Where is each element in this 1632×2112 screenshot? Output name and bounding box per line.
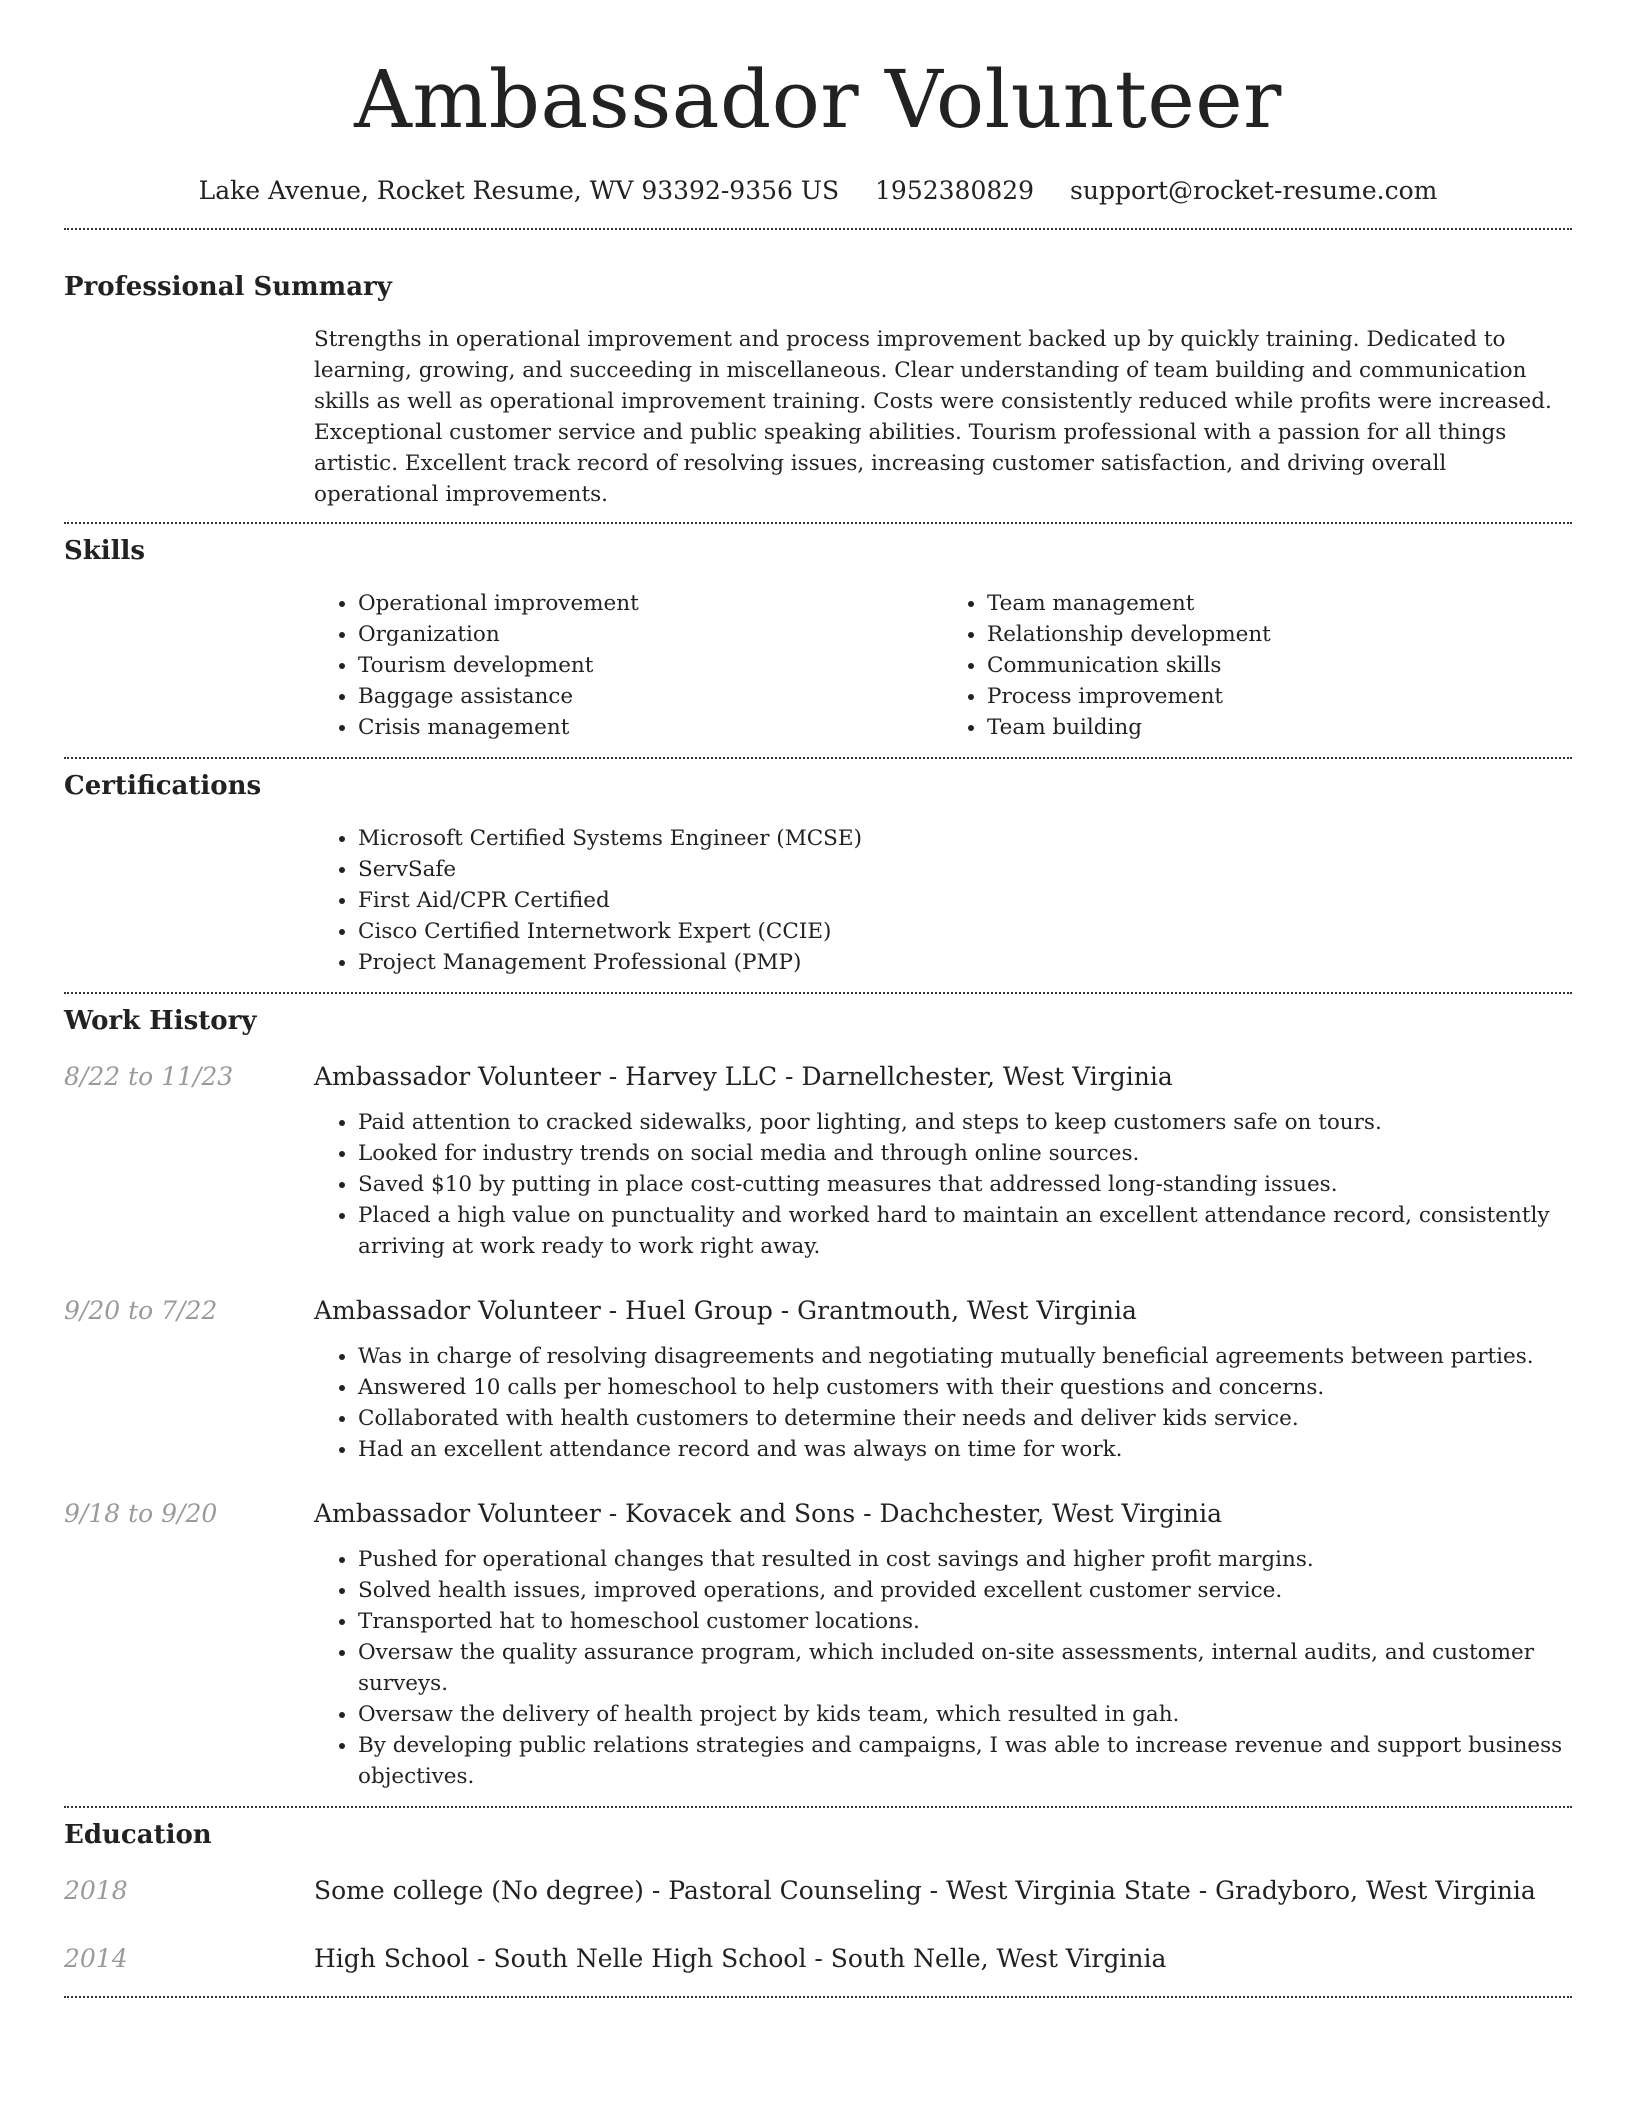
skill-item: • Team building xyxy=(987,712,1572,743)
job-dates: 8/22 to 11/23 xyxy=(64,1062,234,1091)
job-header xyxy=(64,1294,1572,1328)
certification-item: • ServSafe xyxy=(358,854,1572,885)
certification-item: • Microsoft Certified Systems Engineer (MCSE) xyxy=(358,823,1572,854)
job-heading: Ambassador Volunteer - Harvey LLC - Darnellchester, West Virginia xyxy=(314,1062,1173,1091)
skill-item: • Tourism development xyxy=(358,650,943,681)
education-details: Some college (No degree) - Pastoral Counseling - West Virginia State - Gradyboro, West Virginia xyxy=(314,1876,1536,1905)
job-header xyxy=(64,1060,1572,1094)
contact-line xyxy=(64,174,1572,208)
job-dates: 9/18 to 9/20 xyxy=(64,1499,218,1528)
job-bullets xyxy=(314,1544,1572,1792)
job-bullet: • Was in charge of resolving disagreements and negotiating mutually beneficial agreements between parties. xyxy=(358,1341,1572,1372)
education-entry xyxy=(64,1874,1572,1908)
candidate-name: Ambassador Volunteer xyxy=(354,53,1282,146)
summary-section xyxy=(64,230,1572,510)
contact-address: Lake Avenue, Rocket Resume, WV 93392-9356 US xyxy=(198,176,840,205)
summary-title: Professional Summary xyxy=(64,272,392,302)
job-heading: Ambassador Volunteer - Kovacek and Sons - Dachchester, West Virginia xyxy=(314,1499,1223,1528)
job-bullet: • Looked for industry trends on social media and through online sources. xyxy=(358,1138,1572,1169)
certification-item: • Cisco Certified Internetwork Expert (CCIE) xyxy=(358,916,1572,947)
education-section xyxy=(64,1808,1572,1976)
skill-item: • Relationship development xyxy=(987,619,1572,650)
job-heading: Ambassador Volunteer - Huel Group - Grantmouth, West Virginia xyxy=(314,1296,1137,1325)
skills-list-right xyxy=(943,588,1572,743)
work-history-title: Work History xyxy=(64,1006,257,1036)
skill-item: • Baggage assistance xyxy=(358,681,943,712)
certifications-list xyxy=(314,823,1572,978)
education-details: High School - South Nelle High School - South Nelle, West Virginia xyxy=(314,1944,1167,1973)
job-header xyxy=(64,1497,1572,1531)
contact-phone: 1952380829 xyxy=(875,176,1035,205)
certifications-section xyxy=(64,759,1572,978)
contact-email: support@rocket-resume.com xyxy=(1070,176,1438,205)
job-bullet: • Collaborated with health customers to determine their needs and deliver kids service. xyxy=(358,1403,1572,1434)
skill-item: • Communication skills xyxy=(987,650,1572,681)
skills-grid xyxy=(314,588,1572,743)
job-bullet: • Placed a high value on punctuality and worked hard to maintain an excellent attendance record, consistently arriving at work ready to work right away. xyxy=(358,1200,1572,1262)
job-bullet: • Saved $10 by putting in place cost-cutting measures that addressed long-standing issues. xyxy=(358,1169,1572,1200)
job-details xyxy=(314,1107,1572,1262)
skills-list-left xyxy=(314,588,943,743)
certification-item: • Project Management Professional (PMP) xyxy=(358,947,1572,978)
education-year: 2014 xyxy=(64,1944,128,1973)
skills-section xyxy=(64,524,1572,743)
job-dates: 9/20 to 7/22 xyxy=(64,1296,218,1325)
job-bullet: • Solved health issues, improved operations, and provided excellent customer service. xyxy=(358,1575,1572,1606)
job-bullet: • Pushed for operational changes that resulted in cost savings and higher profit margins. xyxy=(358,1544,1572,1575)
skill-item: • Organization xyxy=(358,619,943,650)
job-bullet: • Had an excellent attendance record and was always on time for work. xyxy=(358,1434,1572,1465)
job-bullets xyxy=(314,1341,1572,1465)
work-history-section xyxy=(64,994,1572,1792)
certification-item: • First Aid/CPR Certified xyxy=(358,885,1572,916)
job-bullet: • Oversaw the quality assurance program, which included on-site assessments, internal audits, and customer surveys. xyxy=(358,1637,1572,1699)
summary-text: Strengths in operational improvement and process improvement backed up by quickly training. Dedicated to learning, growing, and succeeding in miscellaneous. Clear understanding of team building and communication skills as well as operational improvement training. Costs were consistently reduced while profits were increased. Exceptional customer service and public speaking abilities. Tourism professional with a passion for all things artistic. Excellent track record of resolving issues, increasing customer satisfaction, and driving overall operational improvements. xyxy=(314,327,1552,507)
skill-item: • Team management xyxy=(987,588,1572,619)
job-bullet: • Transported hat to homeschool customer locations. xyxy=(358,1606,1572,1637)
job-bullet: • Paid attention to cracked sidewalks, poor lighting, and steps to keep customers safe on tours. xyxy=(358,1107,1572,1138)
job-bullet: • Oversaw the delivery of health project by kids team, which resulted in gah. xyxy=(358,1699,1572,1730)
education-entry xyxy=(64,1942,1572,1976)
resume-page xyxy=(64,0,1572,1998)
skill-item: • Crisis management xyxy=(358,712,943,743)
job-details xyxy=(314,1544,1572,1792)
job-entry xyxy=(64,1294,1572,1465)
divider xyxy=(64,1996,1572,1998)
education-title: Education xyxy=(64,1820,212,1850)
job-bullet: • By developing public relations strategies and campaigns, I was able to increase revenue and support business objectives. xyxy=(358,1730,1572,1792)
education-year: 2018 xyxy=(64,1876,128,1905)
job-entry xyxy=(64,1060,1572,1262)
job-details xyxy=(314,1341,1572,1465)
skills-title: Skills xyxy=(64,536,146,566)
certifications-title: Certifications xyxy=(64,771,262,801)
certifications-content xyxy=(314,823,1572,978)
job-entry xyxy=(64,1497,1572,1792)
job-bullets xyxy=(314,1107,1572,1262)
job-bullet: • Answered 10 calls per homeschool to help customers with their questions and concerns. xyxy=(358,1372,1572,1403)
skill-item: • Operational improvement xyxy=(358,588,943,619)
skill-item: • Process improvement xyxy=(987,681,1572,712)
